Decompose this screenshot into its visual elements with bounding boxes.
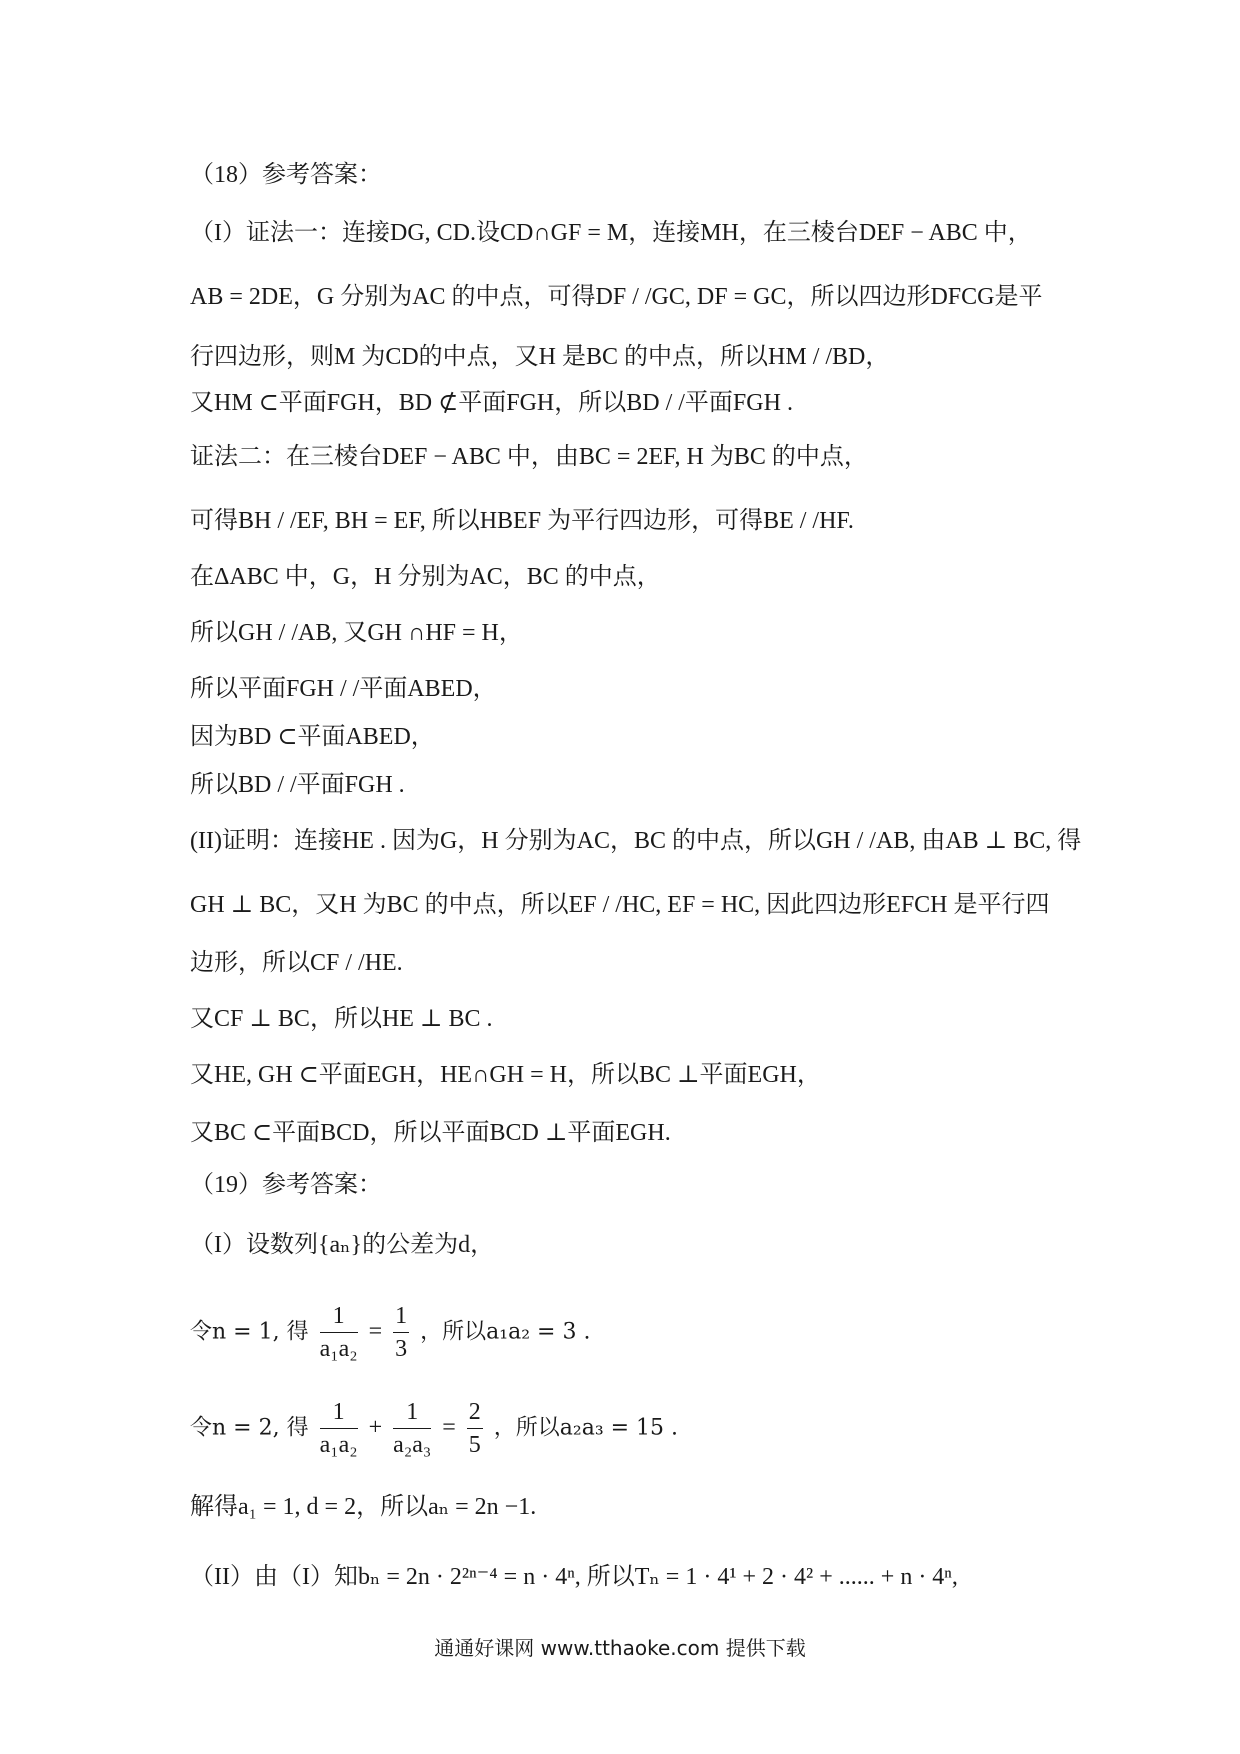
text-line: 在ΔABC 中，G，H 分别为AC，BC 的中点， [190, 564, 661, 590]
eq1-suffix: ，所以a₁a₂ = 3 . [420, 1319, 591, 1345]
solve-line: 解得a₁ = 1, d = 2，所以aₙ = 2n −1. [190, 1494, 537, 1520]
equation-n2: 令n = 2, 得 $\frac{1}{\text{a₁a₂}}$ + $\frac{1}{\text{a₂a₃}}$ = $\frac{2}{5}$ ，所以a₂a₃ = 15 . [190, 1396, 678, 1461]
text-line: （I）设数列{aₙ}的公差为d， [190, 1232, 495, 1258]
text-line: 所以GH / /AB, 又GH ∩HF = H， [190, 620, 523, 646]
text-line: 所以BD / /平面FGH . [190, 772, 405, 798]
eq2-prefix: 令n = 2, 得 [190, 1415, 309, 1441]
fraction: $\frac{1}{\text{a₂a₃}}$ [393, 1396, 431, 1461]
text-line: GH ⊥ BC，又H 为BC 的中点，所以EF / /HC, EF = HC, 因此四边形EFCH 是平行四 [190, 892, 1050, 918]
eq1-prefix: 令n = 1, 得 [190, 1319, 309, 1345]
text-line: AB = 2DE，G 分别为AC 的中点，可得DF / /GC, DF = GC，所以四边形DFCG是平 [190, 284, 1043, 310]
text-line: 可得BH / /EF, BH = EF, 所以HBEF 为平行四边形，可得BE / /HF. [190, 508, 854, 534]
text-line: 又HM ⊂平面FGH，BD ⊄平面FGH，所以BD / /平面FGH . [190, 390, 793, 416]
fraction: $\frac{2}{5}$ [467, 1396, 483, 1461]
text-line: 又HE, GH ⊂平面EGH，HE∩GH = H，所以BC ⊥平面EGH， [190, 1062, 821, 1088]
text-line: 又BC ⊂平面BCD，所以平面BCD ⊥平面EGH. [190, 1120, 671, 1146]
text-line: （19）参考答案： [190, 1172, 382, 1198]
text-line: 因为BD ⊂平面ABED， [190, 724, 435, 750]
text-line: 行四边形，则M 为CD的中点，又H 是BC 的中点，所以HM / /BD， [190, 344, 890, 370]
text-line: (II)证明：连接HE . 因为G，H 分别为AC，BC 的中点，所以GH / /AB, 由AB ⊥ BC, 得 [190, 828, 1082, 854]
text-line: 又CF ⊥ BC，所以HE ⊥ BC . [190, 1006, 493, 1032]
footer-watermark: 通通好课网 www.tthaoke.com 提供下载 [434, 1636, 806, 1660]
fraction: $\frac{1}{3}$ [393, 1300, 409, 1365]
text-line: 边形，所以CF / /HE. [190, 950, 403, 976]
text-line: （18）参考答案： [190, 162, 382, 188]
text-line: 证法二：在三棱台DEF − ABC 中，由BC = 2EF, H 为BC 的中点， [190, 444, 868, 470]
eq2-suffix: ，所以a₂a₃ = 15 . [493, 1415, 679, 1441]
text-line: 所以平面FGH / /平面ABED， [190, 676, 497, 702]
equation-n1: 令n = 1, 得 $\frac{1}{\text{a₁a₂}}$ = $\frac{1}{3}$ ，所以a₁a₂ = 3 . [190, 1300, 590, 1365]
fraction: $\frac{1}{\text{a₁a₂}}$ [320, 1300, 358, 1365]
text-line: （I）证法一：连接DG, CD.设CD∩GF = M，连接MH，在三棱台DEF − ABC 中， [190, 220, 1032, 246]
fraction: $\frac{1}{\text{a₁a₂}}$ [320, 1396, 358, 1461]
part-ii-line: （II）由（I）知bₙ = 2n · 2²ⁿ⁻⁴ = n · 4ⁿ, 所以Tₙ = 1 · 4¹ + 2 · 4² + ...... + n · 4ⁿ, [190, 1564, 958, 1590]
